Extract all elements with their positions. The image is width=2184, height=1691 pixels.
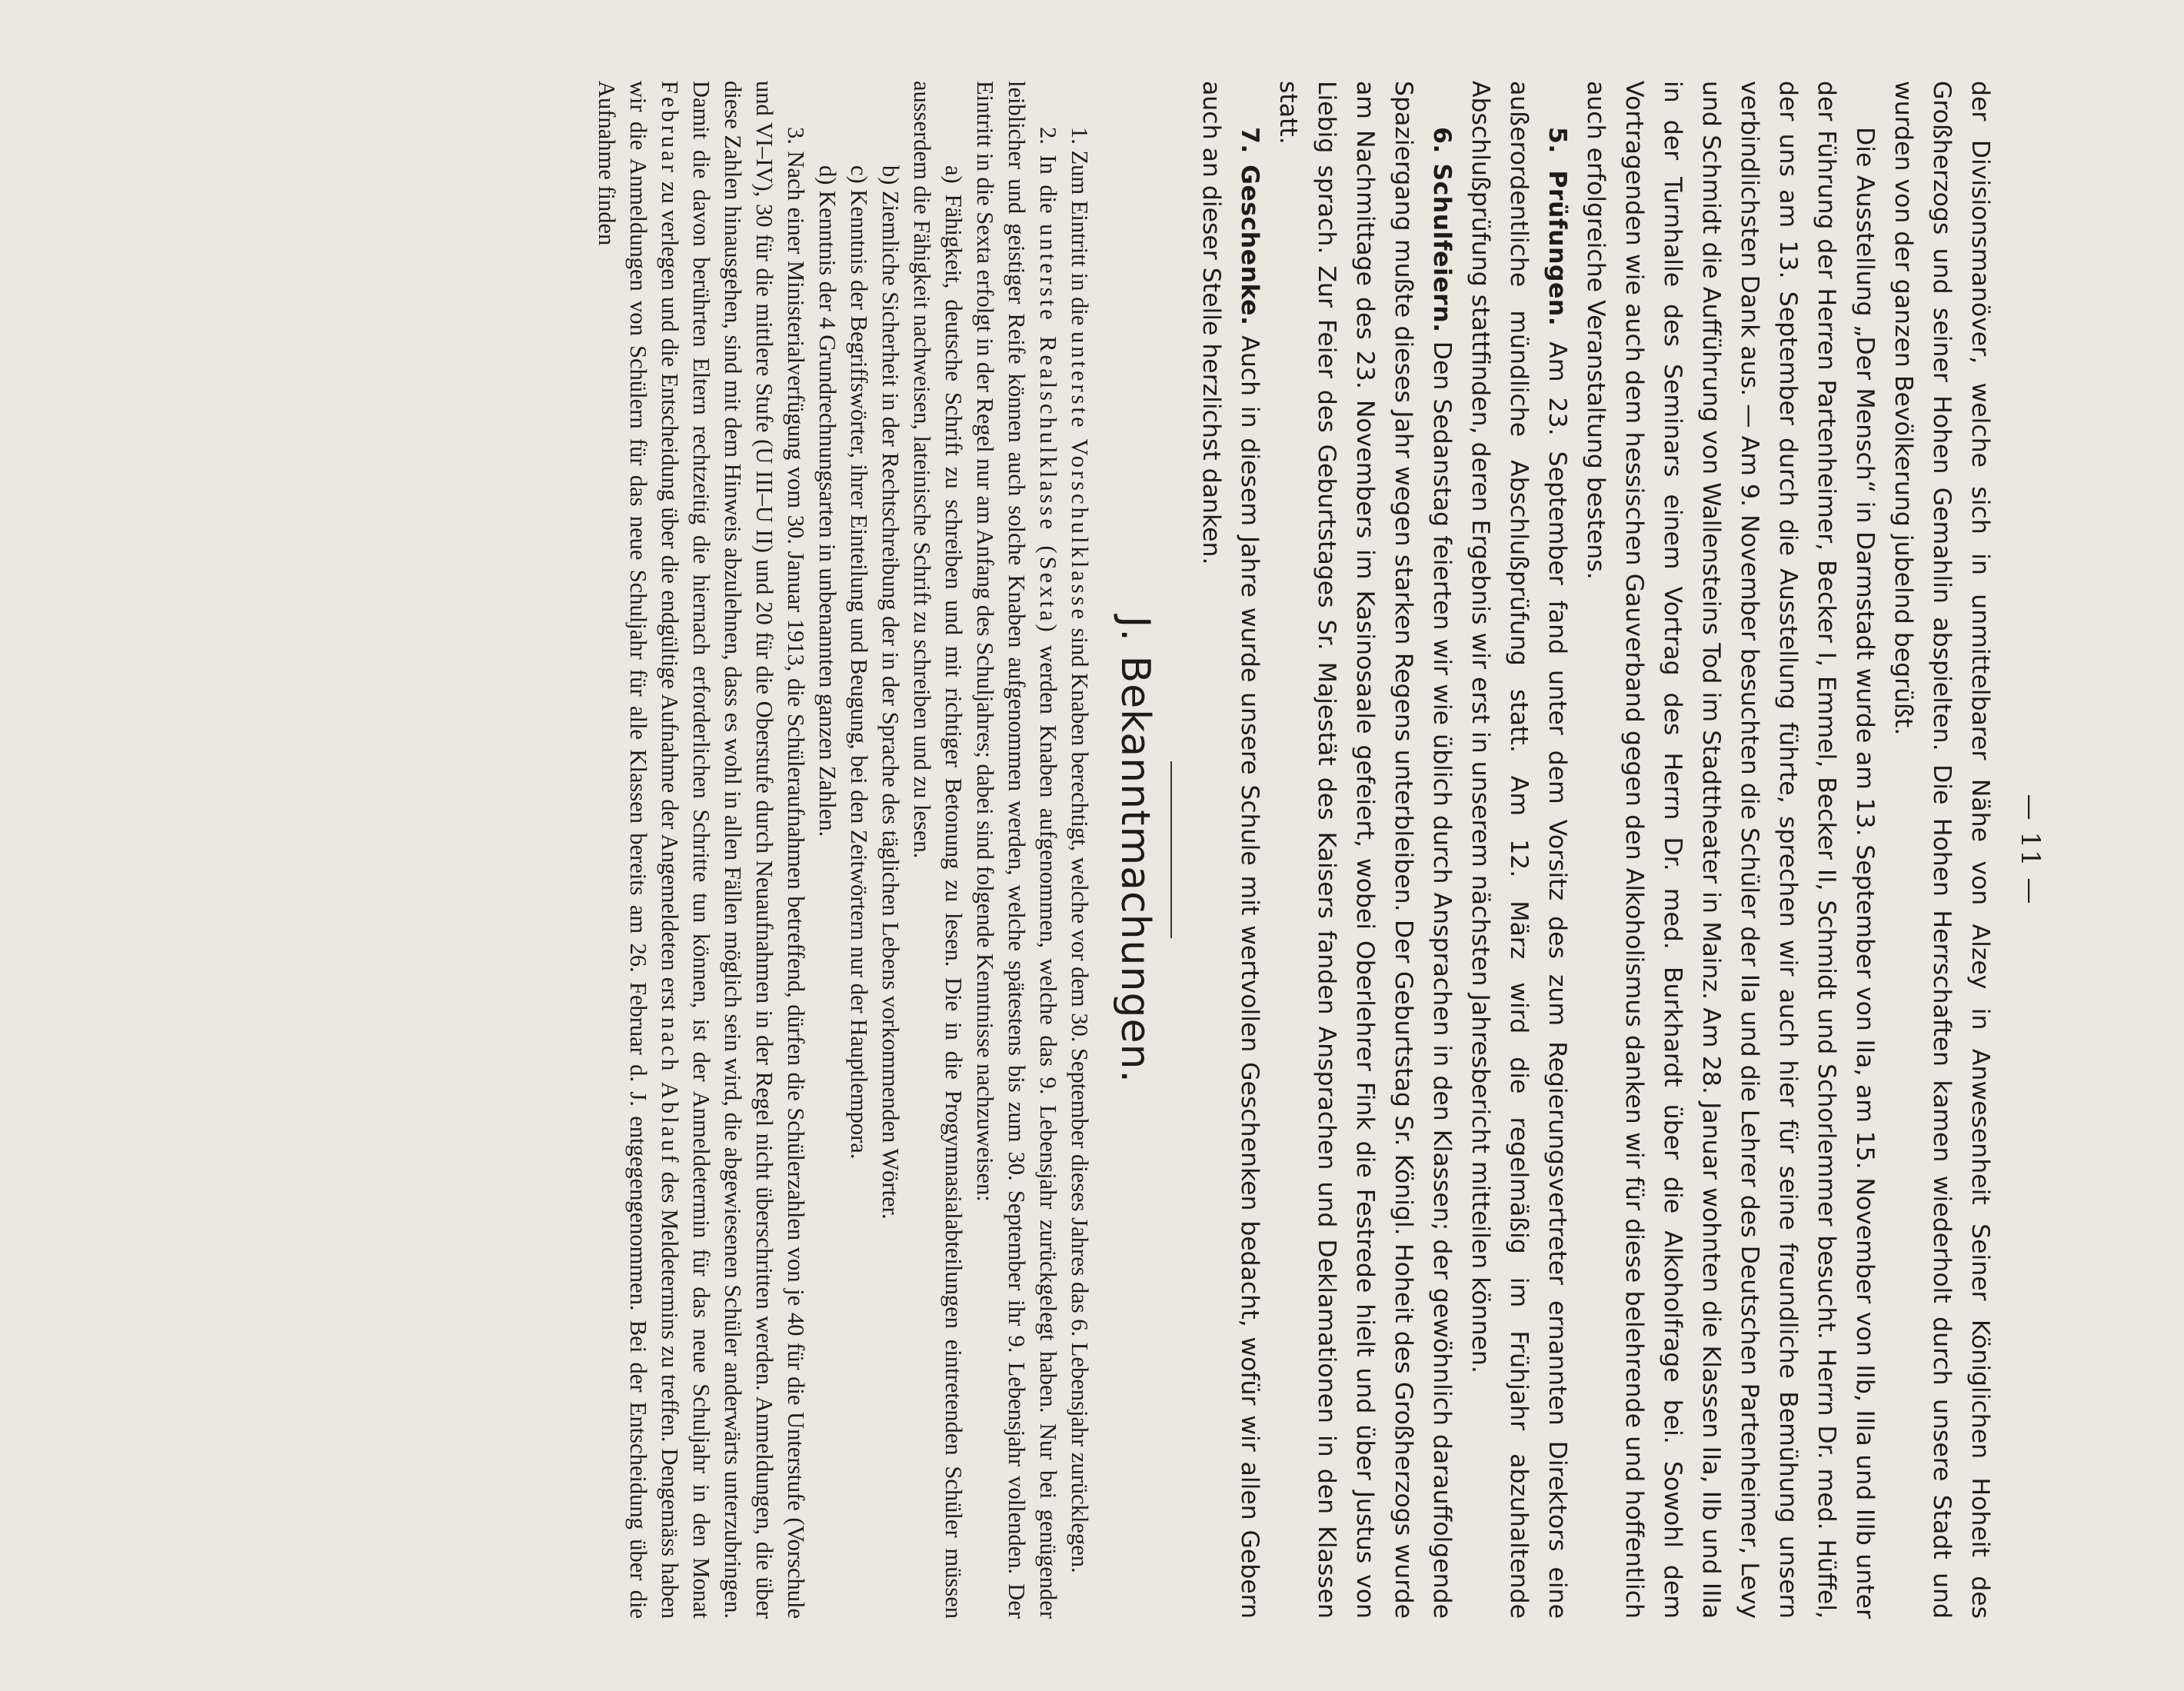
document-page: [115, 27, 2069, 1665]
requirement-d: d) Kenntnis der 4 Grundrechnungsarten in unbenannten ganzen Zahlen.: [814, 165, 841, 837]
paragraph-schulfeiern: [1269, 81, 1461, 1619]
announcement-3-text-c: des Meldetermins zu treffen. Dengemäss haben wir die Anmeldungen von Schülern für das neue Schuljahr für alle Klassen bereits am 26. Februar d. J. entgegengenommen. Bei der Entscheidung über die Aufnahme finden: [594, 80, 683, 1619]
paragraph-divisionsmanoever: der Divisionsmanöver, welche sich in unmittelbarer Nähe von Alzey in Anwesenheit Seiner Königlichen Hoheit des Großherzogs und seiner Hohen Gemahlin abspielten. Die Hohen Herrschaften kamen wiederholt durch unsere Stadt und wurden von der ganzen Bevölkerung jubelnd begrüßt.: [1889, 80, 1994, 1619]
announcement-1-text: sind Knaben berechtigt, welche vor dem 30. September dieses Jahres das 6. Lebensjahr zurücklegen.: [1067, 627, 1093, 1573]
requirement-a: a) Fähigkeit, deutsche Schrift zu schreiben und mit richtiger Betonung zu lesen. Die in die Progymnasialabteilungen eintretenden Schüler müssen ausserdem die Fähigkeit nachweisen, lateinische Schrift zu schreiben und zu lesen.: [909, 80, 967, 1619]
announcement-2-lead: 2. In die: [1035, 126, 1061, 214]
paragraph-ausstellung: Die Ausstellung „Der Mensch“ in Darmstadt wurde am 13. September von IIa, am 15. November von IIb, IIIa und IIIb unter der Führung der Herren Partenheimer, Becker I, Emmel, Becker II, Schmidt und Schorlemmer besucht. Herrn Dr. med. Hüffel, der uns am 13. September durch die Ausstellung führte, sprechen wir auch hier für seine freundliche Bemühung unsern verbindlichsten Dank aus. — Am 9. November besuchten die Schüler der IIa und die Lehrer des Deutschen Partenheimer, Levy und Schmidt die Aufführung von Wallensteins Tod im Stadttheater in Mainz. Am 28. Januar wohnten die Klassen IIa, IIb und IIIa in der Turnhalle des Seminars einem Vortrag des Herrn Dr. med. Burkhardt über die Alkoholfrage bei. Sowohl dem Vortragenden wie auch dem hessischen Gauverband gegen den Alkoholismus danken wir für diese belehrende und hoffentlich auch erfolgreiche Veranstaltung bestens.: [1582, 80, 1879, 1619]
announcement-1: [1064, 81, 1095, 1619]
page-number: — 11 —: [2015, 794, 2046, 905]
announcement-1-spaced: unterste Vorschulklasse: [1067, 331, 1093, 622]
announcement-2-spaced: unterste Realschulklasse (Sexta): [1035, 223, 1061, 635]
section-heading: J. Bekanntmachungen.: [1112, 615, 1158, 1084]
section-label-schulfeiern: 6. Schulfeiern.: [1428, 126, 1456, 333]
requirement-b: b) Ziemliche Sicherheit in der Rechtschreibung der in der Sprache des täglichen Lebens vorkommenden Wörter.: [877, 165, 904, 1220]
announcement-2: [969, 81, 1064, 1619]
announcement-3-text-b: zu verlegen und die Entscheidung über die endgültige Aufnahme der Angemeldeten erst: [657, 181, 683, 1011]
announcement-2-text: werden Knaben aufgenommen, welche das 9. Lebensjahr zurückgelegt haben. Nur bei genügender leiblicher und geistiger Reife können auch solche Knaben aufgenommen werden, welche spätestens bis zum 30. September ihr 9. Lebensjahr vollenden. Der Eintritt in die Sexta erfolgt in der Regel nur am Anfang des Schuljahres; dabei sind folgende Kenntnisse nachzuweisen:: [972, 80, 1061, 1619]
section-label-pruefungen: 5. Prüfungen.: [1543, 126, 1571, 326]
requirement-c: c) Kenntnis der Begriffswörter, ihrer Einteilung und Beugung, bei den Zeitwörtern nur der Hauptlempora.: [846, 165, 872, 1159]
section-text-geschenke: Auch in diesem Jahre wurde unsere Schule mit wertvollen Geschenken bedacht, wofür wir allen Gebern auch an dieser Stelle herzlichst danken.: [1197, 80, 1263, 1619]
section-text-schulfeiern: Den Sedanstag feierten wir wie üblich durch Ansprachen in den Klassen; der gewöhnlich darauffolgende Spaziergang mußte dieses Jahr wegen starken Regens unterbleiben. Der Geburtstag Sr. Königl. Hoheit des Großherzogs wurde am Nachmittage des 23. Novembers im Kasinosaale gefeiert, wobei Oberlehrer Fink die Festrede hielt und über Justus von Liebig sprach. Zur Feier des Geburtstages Sr. Majestät des Kaisers fanden Ansprachen und Deklamationen in den Klassen statt.: [1274, 80, 1456, 1619]
announcement-3-spaced-a: Februar: [657, 80, 683, 175]
section-divider: [1170, 761, 1172, 938]
section-label-geschenke: 7. Geschenke.: [1236, 126, 1263, 325]
announcement-1-lead: 1. Zum Eintritt in die: [1067, 126, 1093, 325]
announcement-3: [591, 81, 811, 1619]
paragraph-pruefungen: [1461, 81, 1576, 1619]
paragraph-geschenke: [1192, 81, 1269, 1619]
announcement-3-spaced-b: nach Ablauf: [657, 1017, 683, 1166]
section-text-pruefungen: Am 23. September fand unter dem Vorsitz des zum Regierungsvertreter ernannten Direktors eine außerordentliche mündliche Abschlußprüfung statt. Am 12. März wird die regelmäßig im Frühjahr abzuhaltende Abschlußprüfung stattfinden, deren Ergebnis wir erst in unserem nächsten Jahresbericht mitteilen können.: [1467, 80, 1571, 1619]
announcement-3-text-a: 3. Nach einer Ministerialverfügung vom 30. Januar 1913, die Schüleraufnahmen betreffend, dürfen die Schülerzahlen von je 40 für die Unterstufe (Vorschule und VI–IV), 30 für die mittlere Stufe (U III–U II) und 20 für die Oberstufe durch Neuaufnahmen in der Regel nicht überschritten werden. Anmeldungen, die über diese Zahlen hinausgehen, sind mit dem Hinweis abzulehnen, dass es wohl in allen Fällen möglich sein wird, die abgewiesenen Schüler anderwärts unterzubringen. Damit die davon berührten Eltern rechtzeitig die hiernach erforderlichen Schritte tun können, ist der Anmeldetermin für das neue Schuljahr in den Monat: [688, 80, 809, 1619]
